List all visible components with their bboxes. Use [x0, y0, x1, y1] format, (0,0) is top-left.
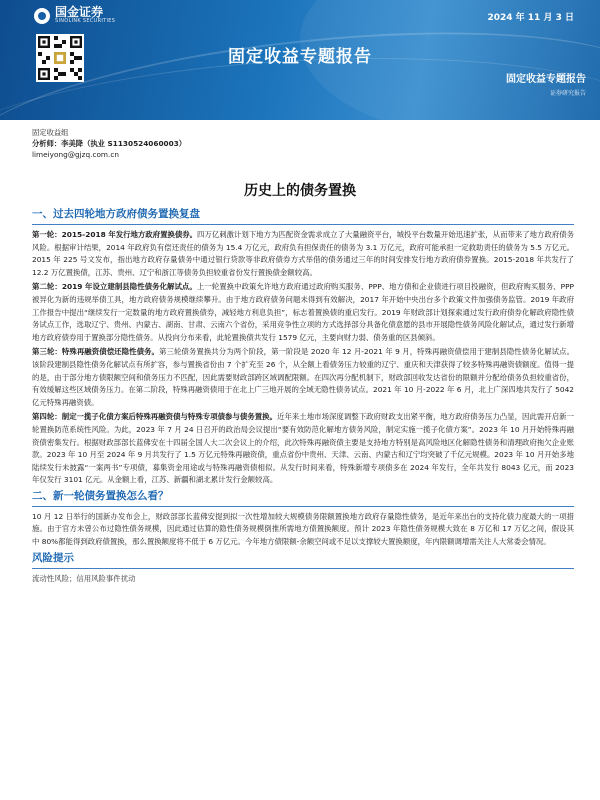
paragraph-text: 第三轮债务置换共分为两个阶段，第一阶段是 2020 年 12 月-2021 年 9 月，特殊再融资债偿用于建制县隐性债务化解试点。该阶段建制县隐性债务化解试点有所扩容，参与置换省份由 7 个扩充至 26 个，从全额上看债务压力较重的辽宁、重庆和天津获得了较多特殊再融资债额度。值得一提的是，由于部分地方债限额空间和债务压力不匹配，因此需要财政部跨区域调配限额。在四次再分配机制下，财政部回收发达省份的限额并分配给债务负担较重省份，有效缓解这些区域债务压力。在第二阶段，特殊再融资债用于在北上广三地开展的全域无隐性债务试点。2021 年 10 月-2022 年 6 月，北上广深四地共发行了 5042 亿元特殊再融资债。 — [32, 347, 574, 407]
paragraph-text: 上一轮置换中政策允许地方政府通过政府购买服务、PPP、地方债和企业债进行项目投融资，但政府购买服务、PPP 被异化为新的违规举债工具，地方政府债务规模继续攀升。由于地方政府债务问题未得到有效解决，2017 年开始中央出台多个政策文件加强债务监管。2019 年政府工作报告中提出“继续发行一定数量的地方政府置换债券，减轻地方利息负担”，标志着置换债的重启发行。2019 年财政部计划探索通过发行政府债券化解政府隐性债务试点工作，选取辽宁、贵州、内蒙古、湖南、甘肃、云南六个省份，采用竞争性立项的方式选择部分具备化债意愿的县市开展隐性债务风险化解试点，通过发行新增地方政府债券用于置换部分隐性债务。从投向分布来看，此轮置换债共发行 1579 亿元，主要向财力弱、债务重的区县倾斜。 — [32, 282, 574, 342]
section-heading: 一、过去四轮地方政府债务置换复盘 — [32, 208, 200, 220]
brand-mark-icon — [34, 8, 50, 24]
section-divider — [32, 568, 574, 569]
paragraph-lead: 第一轮：2015-2018 年发行地方政府置换债券。 — [32, 230, 198, 239]
report-date: 2024 年 11 月 3 日 — [487, 13, 574, 23]
paragraph-text: 四万亿刺激计划下地方为匹配资金需求成立了大量融资平台，城投平台数量开始迅速扩张，从而带来了地方政府债务风险。根据审计结果，2014 年政府负有偿还责任的债务为 15.4 万亿元，政府负有担保责任的债务为 3.1 万亿元，政府可能承担一定救助责任的债务为 5.5 万亿元。2015 年 225 号文发布，指出地方政府存量债务中通过银行贷款等非政府债券方式举借的债务通过三年的时间安排发行地方政府债券置换。2015-2018 年共发行了 12.2 万亿置换债，江苏、贵州、辽宁和浙江等债务负担较重省份发行置换债金额较高。 — [32, 230, 574, 277]
paragraph-text: 10 月 12 日举行的国新办发布会上，财政部部长蓝佛安提到拟一次性增加较大规模债务限额置换地方政府存量隐性债务，是近年来出台的支持化债力度最大的一项措施。由于官方未曾公布过隐性债务规模，因此通过估算的隐性债务规模倒推所需地方债置换额度。预计 2023 年隐性债务规模大致在 8 万亿和 17 万亿之间，假设其中 80%都能得到政府债置换，那么置换额度将不低于 6 万亿元。今年地方债限额-余额空间或不足以支撑较大置换额度，年内限额调增需关注人大常委会情况。 — [32, 511, 574, 547]
analyst-line — [32, 138, 186, 149]
header-banner — [0, 0, 600, 120]
banner-title: 固定收益专题报告 — [228, 47, 372, 67]
brand-name: 国金证券 — [55, 5, 104, 19]
paragraph-round-3 — [32, 346, 574, 409]
section-divider — [32, 506, 574, 507]
analyst-name: 分析师：李美降（执业 S1130524060003） — [32, 139, 187, 148]
section-heading: 二、新一轮债务置换怎么看？ — [32, 489, 169, 502]
article-body — [32, 207, 574, 585]
brand-name-en: SINOLINK SECURITIES — [55, 18, 116, 24]
author-email[interactable]: limeiyong@gjzq.com.cn — [32, 150, 119, 159]
section-heading: 风险提示 — [32, 551, 74, 564]
report-subtype: 证券研究报告 — [549, 90, 586, 97]
article-title: 历史上的债务置换 — [244, 183, 356, 199]
paragraph-text: 近年来土地市场深度调整下政府财政支出紧平衡，地方政府债务压力凸显，因此需开启新一轮置换防范系统性风险。为此，2023 年 7 月 24 日召开的政治局会议提出“要有效防范化解地方债务风险，制定实施一揽子化债方案”。2023 年 10 月开始特殊再融资债密集发行。根据财政部部长蓝佛安在十四届全国人大二次会议上的介绍，此次特殊再融资债主要是支持地方特别是高风险地区化解隐性债务和清理政府拖欠企业账款。2023 年 10 月至 2024 年 9 月共发行了 1.5 万亿元特殊再融资债，重点省份中贵州、天津、云南、内蒙古和辽宁均突破了千亿元规模。2023 年 10 月开始多地陆续发行未披露“一案两书”专项债，募集资金用途或与特殊再融资债相似。从发行时间来看，特殊新增专项债多在 2024 年发行，全年共发行 8043 亿元，而 2023 年仅发行 3101 亿元。从金额上看，江苏、新疆和湖北累计发行金额较高。 — [32, 412, 574, 485]
risk-text: 流动性风险；信用风险事件扰动 — [32, 573, 136, 583]
section-divider — [32, 224, 574, 225]
paragraph-round-2 — [32, 281, 574, 344]
author-group: 固定收益组 — [32, 128, 69, 137]
paragraph-lead: 第二轮：2019 年设立建制县隐性债务化解试点。 — [32, 282, 197, 292]
author-block — [32, 127, 186, 160]
paragraph-round-1 — [32, 229, 574, 279]
paragraph-lead: 第三轮：特殊再融资债偿还隐性债务。 — [32, 347, 160, 357]
paragraph-lead: 第四轮：制定一揽子化债方案后特殊再融资债与特殊专项债参与债务置换。 — [32, 412, 278, 422]
report-type: 固定收益专题报告 — [506, 74, 586, 85]
paragraph-round-4 — [32, 411, 574, 487]
brand-logo — [34, 6, 115, 25]
paragraph-outlook — [32, 511, 574, 549]
